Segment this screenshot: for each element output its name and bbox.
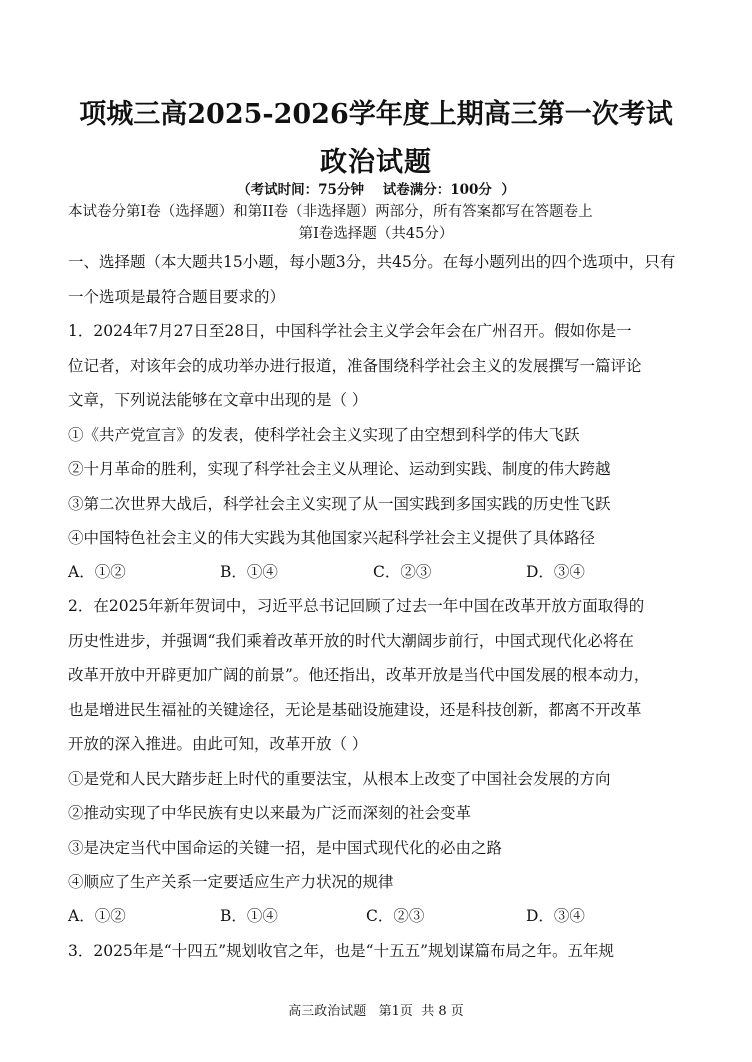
section-intro-line: 一、选择题（本大题共15小题，每小题3分，共45分。在每小题列出的四个选项中，只有 [68, 253, 676, 271]
question-1-stem-line: 1．2024年7月27日至28日，中国科学社会主义学会年会在广州召开。假如你是一 [68, 322, 632, 340]
question-2-stem-line: 也是增进民生福祉的关键途径，无论是基础设施建设，还是科技创新，都离不开改革 [68, 701, 642, 719]
option-a: A．①② [68, 907, 126, 925]
option-d: D．③④ [526, 907, 585, 925]
question-1-statement: ③第二次世界大战后，科学社会主义实现了从一国实践到多国实践的历史性飞跃 [68, 495, 611, 513]
question-2-stem-line: 2．在2025年新年贺词中，习近平总书记回顾了过去一年中国在改革开放方面取得的 [68, 597, 645, 615]
question-2-statement: ③是决定当代中国命运的关键一招，是中国式现代化的必由之路 [68, 839, 503, 857]
question-1-statement: ④中国特色社会主义的伟大实践为其他国家兴起科学社会主义提供了具体路径 [68, 529, 596, 547]
option-a: A．①② [68, 563, 126, 581]
question-2-stem-line: 改革开放中开辟更加广阔的前景”。他还指出，改革开放是当代中国发展的根本动力， [68, 666, 650, 684]
question-1-statement: ①《共产党宣言》的发表，使科学社会主义实现了由空想到科学的伟大飞跃 [68, 426, 580, 444]
question-1-statement: ②十月革命的胜利，实现了科学社会主义从理论、运动到实践、制度的伟大跨越 [68, 460, 611, 478]
option-c: C．②③ [373, 563, 432, 581]
option-d: D．③④ [526, 563, 585, 581]
question-1-stem-line: 位记者，对该年会的成功举办进行报道，准备围绕科学社会主义的发展撰写一篇评论 [68, 357, 642, 375]
question-2-statement: ①是党和人民大踏步赶上时代的重要法宝，从根本上改变了中国社会发展的方向 [68, 770, 611, 788]
option-b: B．①④ [220, 563, 278, 581]
question-3-stem-line: 3．2025年是“十四五”规划收官之年，也是“十五五”规划谋篇布局之年。五年规 [68, 942, 615, 960]
question-2-statement: ④顺应了生产关系一定要适应生产力状况的规律 [68, 873, 394, 891]
section-intro-line: 一个选项是最符合题目要求的） [68, 288, 286, 306]
page-footer: 高三政治试题 第1页 共 8 页 [288, 1004, 464, 1019]
option-c: C．②③ [366, 907, 425, 925]
exam-info: （考试时间：75分钟 试卷满分：100分 ） [237, 182, 515, 198]
option-b: B．①④ [220, 907, 278, 925]
exam-title: 项城三高2025-2026学年度上期高三第一次考试 [79, 99, 673, 130]
question-1-stem-line: 文章，下列说法能够在文章中出现的是（ ） [68, 391, 368, 409]
question-2-stem-line: 历史性进步，并强调“我们乘着改革开放的时代大潮阔步前行，中国式现代化必将在 [68, 632, 634, 650]
question-2-stem-line: 开放的深入推进。由此可知，改革开放（ ） [68, 735, 368, 753]
question-2-statement: ②推动实现了中华民族有史以来最为广泛而深刻的社会变革 [68, 804, 472, 822]
subject-title: 政治试题 [320, 147, 432, 178]
section-title: 第I卷选择题（共45分） [298, 226, 454, 242]
instruction-line: 本试卷分第I卷（选择题）和第II卷（非选择题）两部分，所有答案都写在答题卷上 [68, 204, 593, 220]
